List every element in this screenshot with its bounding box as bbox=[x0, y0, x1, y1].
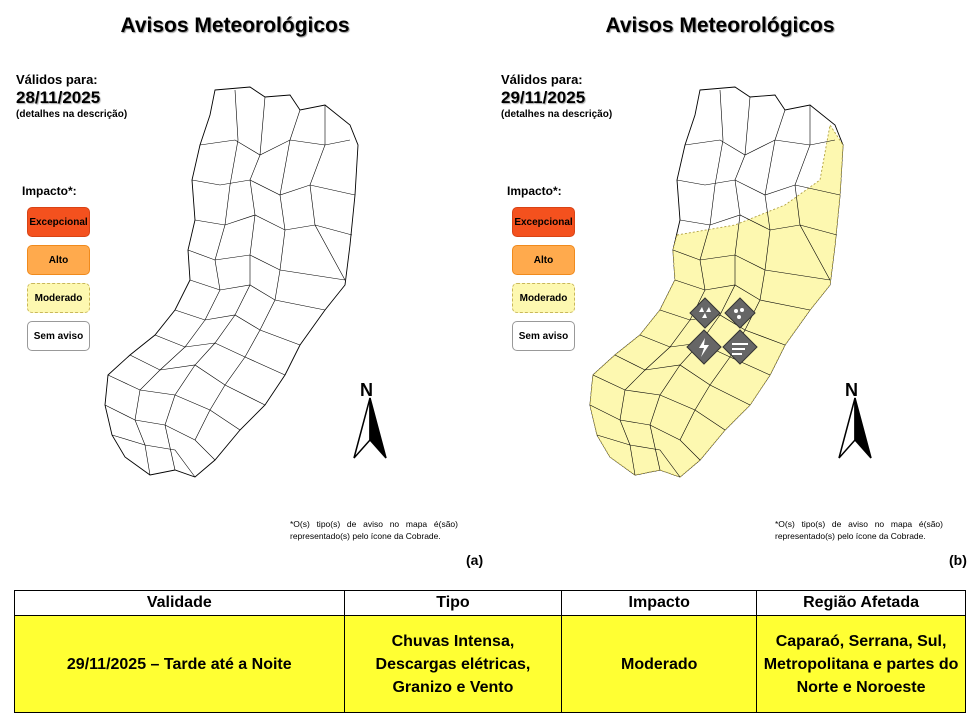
cell-validade: 29/11/2025 – Tarde até a Noite bbox=[15, 616, 345, 713]
cell-tipo: Chuvas Intensa, Descargas elétricas, Granizo e Vento bbox=[344, 616, 562, 713]
legend-sem-aviso: Sem aviso bbox=[27, 321, 90, 351]
legend-excepcional: Excepcional bbox=[27, 207, 90, 237]
header-tipo: Tipo bbox=[344, 591, 562, 616]
cell-impacto: Moderado bbox=[562, 616, 757, 713]
state-outline bbox=[105, 87, 358, 477]
header-regiao: Região Afetada bbox=[757, 591, 966, 616]
legend-alto: Alto bbox=[512, 245, 575, 275]
map-panel-b bbox=[485, 0, 974, 580]
state-map bbox=[100, 85, 360, 485]
details-note: (detalhes na descrição) bbox=[16, 109, 128, 120]
map-outline bbox=[590, 87, 843, 477]
state-map bbox=[585, 85, 845, 485]
details-note: (detalhes na descrição) bbox=[501, 109, 613, 120]
legend-alto: Alto bbox=[27, 245, 90, 275]
table-header-row bbox=[15, 591, 966, 616]
north-label: N bbox=[360, 380, 373, 400]
panel-title: Avisos Meteorológicos bbox=[120, 14, 350, 37]
panel-label: (a) bbox=[466, 552, 484, 568]
map-outline bbox=[105, 87, 358, 477]
panel-label: (b) bbox=[949, 552, 967, 568]
north-arrow-icon bbox=[348, 378, 392, 462]
impact-legend-label: Impacto*: bbox=[22, 184, 77, 198]
north-arrow-icon bbox=[833, 378, 877, 462]
header-impacto: Impacto bbox=[562, 591, 757, 616]
cobrade-footnote: *O(s) tipo(s) de aviso no mapa é(são) representado(s) pelo ícone da Cobrade. bbox=[290, 519, 458, 541]
table-row bbox=[15, 616, 966, 713]
legend-sem-aviso: Sem aviso bbox=[512, 321, 575, 351]
north-label: N bbox=[845, 380, 858, 400]
panel-title: Avisos Meteorológicos bbox=[605, 14, 835, 37]
validity-date: 29/11/2025 bbox=[501, 88, 586, 107]
validos-label: Válidos para: bbox=[16, 72, 98, 87]
legend-excepcional: Excepcional bbox=[512, 207, 575, 237]
legend-moderado: Moderado bbox=[27, 283, 90, 313]
map-panel-a bbox=[0, 0, 489, 580]
validity-date: 28/11/2025 bbox=[16, 88, 101, 107]
impact-legend-label: Impacto*: bbox=[507, 184, 562, 198]
cobrade-footnote: *O(s) tipo(s) de aviso no mapa é(são) representado(s) pelo ícone da Cobrade. bbox=[775, 519, 943, 541]
legend-moderado: Moderado bbox=[512, 283, 575, 313]
warning-table bbox=[14, 590, 966, 713]
cell-regiao: Caparaó, Serrana, Sul, Metropolitana e partes do Norte e Noroeste bbox=[757, 616, 966, 713]
header-validade: Validade bbox=[15, 591, 345, 616]
validos-label: Válidos para: bbox=[501, 72, 583, 87]
